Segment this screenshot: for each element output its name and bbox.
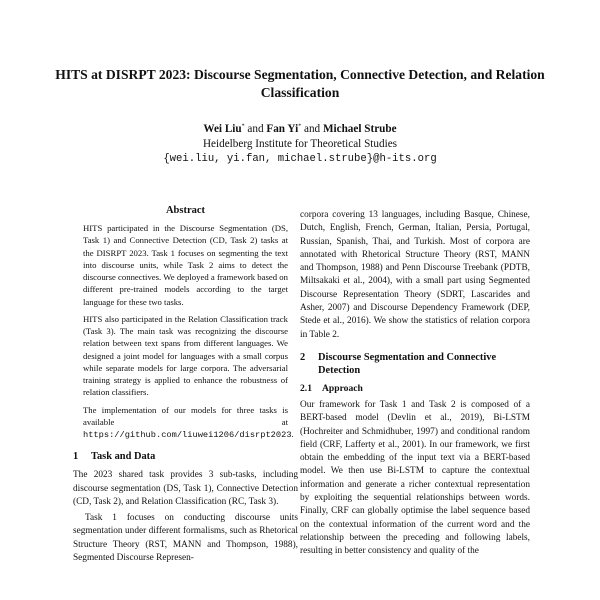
- left-column: [73, 205, 298, 568]
- subsection-2-1-heading: [300, 383, 530, 394]
- author-1-name: Wei Liu: [203, 123, 242, 135]
- subsection-2-1-title: Approach: [322, 382, 363, 394]
- author-block: [40, 122, 560, 167]
- author-1-mark: *: [241, 123, 245, 130]
- abstract-paragraph-2: HITS also participated in the Relation Classification track (Task 3). The main task was recognizing the discourse relation between text spans from different languages. We designed a joint model for languages with a small corpus while separate models for large corpora. The adversarial training strategy is applied to enhance the robustness of relation classifiers.: [83, 313, 288, 398]
- repository-link[interactable]: https://github.com/liuwei1206/disrpt2023: [83, 430, 292, 440]
- section-1-number: 1: [73, 451, 79, 463]
- author-2-name: Fan Yi: [266, 123, 299, 135]
- implementation-end: .: [291, 429, 294, 439]
- implementation-text: The implementation of our models for three tasks is available at: [83, 404, 288, 427]
- abstract-heading: Abstract: [165, 205, 206, 216]
- author-emails: {wei.liu, yi.fan, michael.strube}@h-its.org: [163, 153, 437, 165]
- paper-title: HITS at DISRPT 2023: Discourse Segmentation, Connective Detection, and Relation Classification: [55, 67, 545, 100]
- approach-paragraph: Our framework for Task 1 and Task 2 is composed of a BERT-based model (Devlin et al., 2019), Bi-LSTM (Hochreiter and Schmidhuber, 1997) and conditional random field (CRF, Lafferty et al., 2001). In our framework, we first obtain the embedding of the input text via a BERT-based model. We then use Bi-LSTM to capture the contextual information and generate a richer contextual representation by exploiting the sequential relationships between words. Finally, CRF can globally optimise the label sequence based on the contextual information of the current word and the relationship between the preceding and following labels, resulting in better consistency and quality of the: [300, 399, 530, 557]
- section-2-title: Discourse Segmentation and Connective Detection: [318, 351, 497, 376]
- section-1-paragraph-1: The 2023 shared task provides 3 sub-tasks, including discourse segmentation (DS, Task 1), Connective Detection (CD, Task 2), and Relation Classification (RC, Task 3).: [73, 470, 298, 507]
- author-conjunction-1: and: [247, 123, 264, 135]
- corpora-paragraph: corpora covering 13 languages, including Basque, Chinese, Dutch, English, French, German, Italian, Persia, Portugal, Russian, Spanish, Thai, and Turkish. Most of corpora are annotated with Rhetorical Structure Theory (RST, MANN and Thompson, 1988) and Penn Discourse Treebank (PDTB, Miltsakaki et al., 2004), with a small part using Segmented Discourse Representation Theory (SDRT, Lascarides and Asher, 2007) and Discourse Dependency Framework (DEP, Stede et al., 2016). We show the statistics of relation corpora in Table 2.: [300, 210, 530, 340]
- author-conjunction-2: and: [303, 123, 321, 135]
- affiliation: Heidelberg Institute for Theoretical Studies: [202, 138, 398, 150]
- section-1-heading: [73, 450, 298, 463]
- author-2-mark: *: [298, 123, 302, 130]
- subsection-2-1-number: 2.1: [300, 382, 312, 394]
- section-2-number: 2: [300, 351, 306, 363]
- abstract-implementation: [73, 404, 298, 442]
- section-1-title: Task and Data: [91, 451, 156, 463]
- section-1-paragraph-2: Task 1 focuses on conducting discourse units segmentation under different formalisms, such as Rhetorical Structure Theory (RST, MANN and Thompson, 1988), Segmented Discourse Represen-: [73, 513, 298, 564]
- section-2-heading: [300, 351, 530, 377]
- author-3-name: Michael Strube: [322, 123, 397, 135]
- author-names: [40, 122, 560, 137]
- right-column: [300, 209, 530, 562]
- abstract-paragraph-1: HITS participated in the Discourse Segmentation (DS, Task 1) and Connective Detection (CD, Task 2) tasks at the DISRPT 2023. Task 1 focuses on segmenting the text into discourse units, while Task 2 aims to detect the discourse connectives. We deployed a framework based on different pre-trained models according to the target language for these two tasks.: [83, 223, 288, 307]
